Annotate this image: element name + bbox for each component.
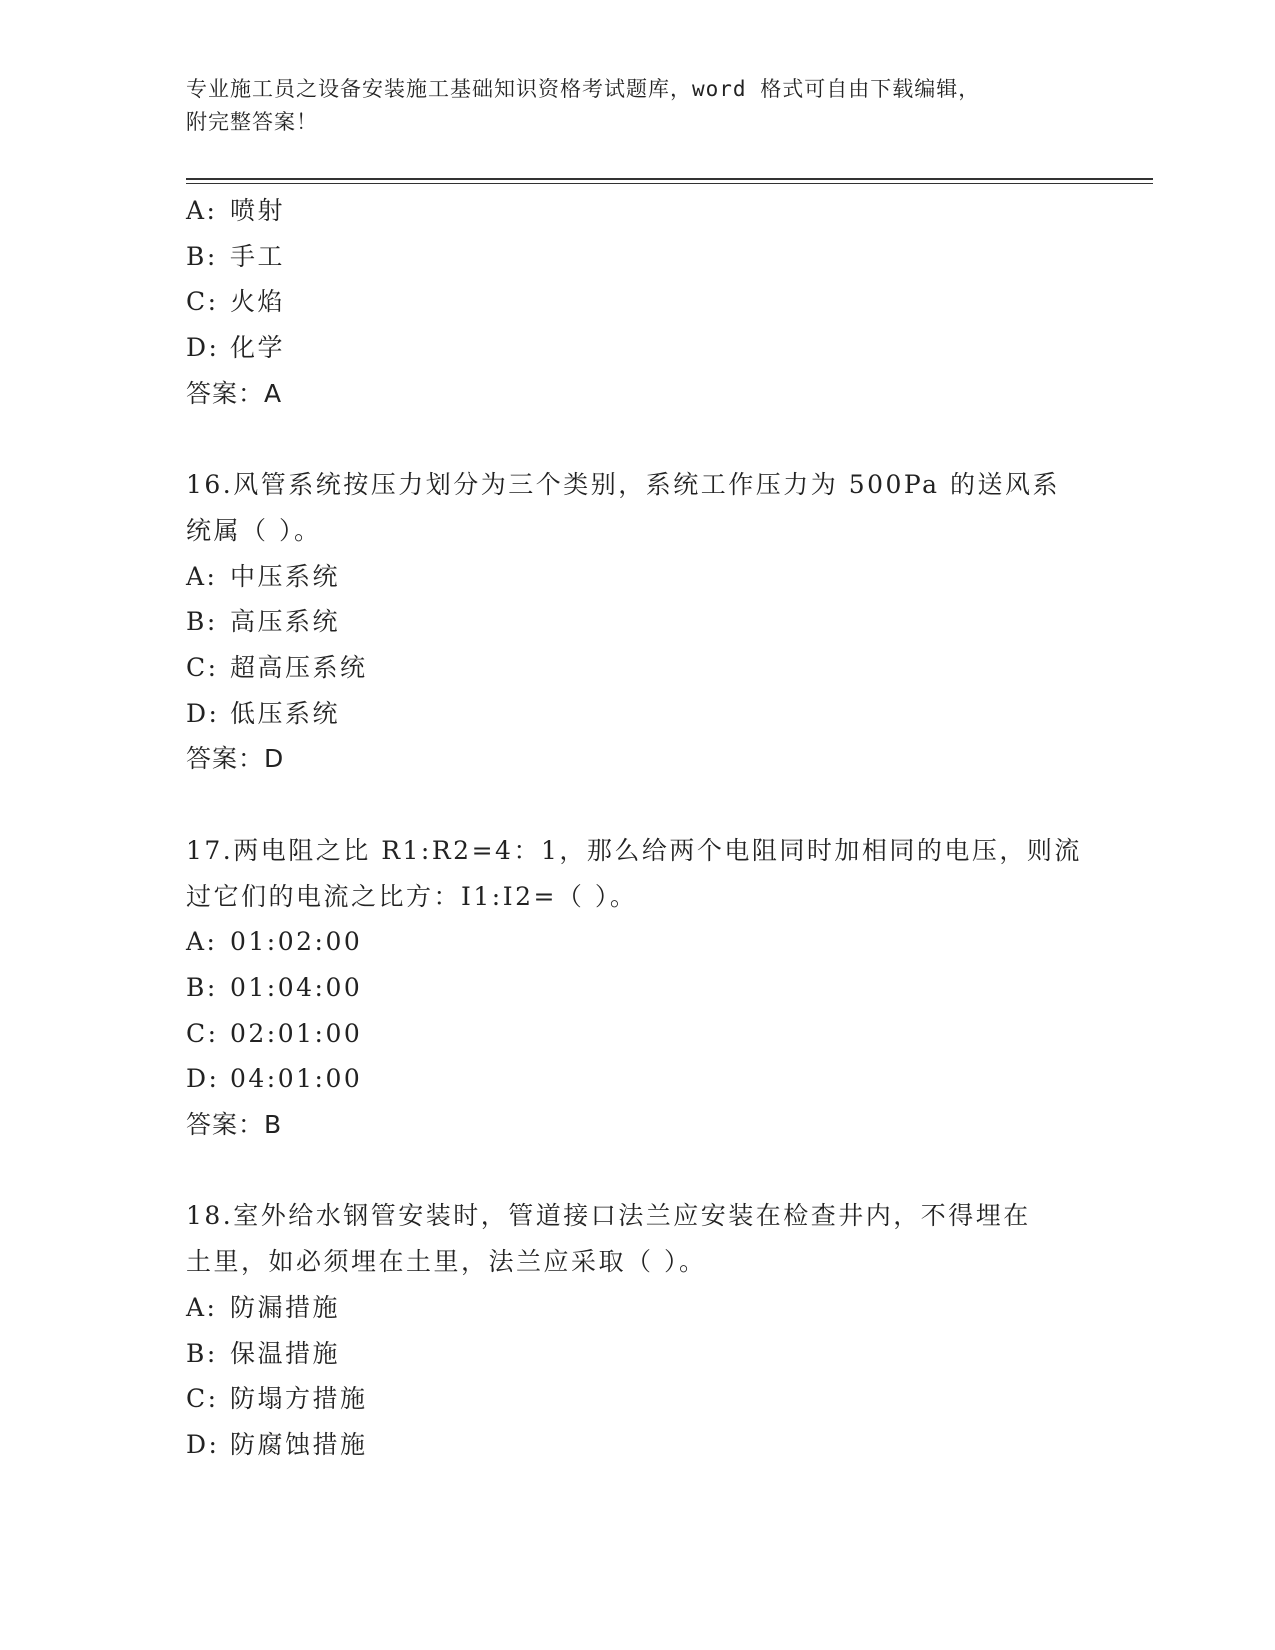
question-text-line: 17.两电阻之比 R1:R2=4：1，那么给两个电阻同时加相同的电压，则流	[186, 835, 1082, 865]
question-17	[186, 828, 1086, 1148]
option-text: 中压系统	[230, 561, 341, 591]
option-item	[186, 554, 1086, 600]
option-item	[186, 1056, 1086, 1102]
header-divider-thick	[186, 178, 1153, 180]
answer-line: 答案：A	[186, 378, 283, 408]
option-label: D:	[186, 333, 220, 363]
option-label: B:	[186, 1338, 218, 1368]
option-item	[186, 919, 1086, 965]
question-text-line: 16.风管系统按压力划分为三个类别，系统工作压力为 500Pa 的送风系	[186, 470, 1060, 500]
option-label: C:	[186, 1018, 219, 1048]
spacer	[186, 417, 1086, 463]
option-text: 火焰	[230, 287, 286, 317]
option-item	[186, 965, 1086, 1011]
option-text: 高压系统	[230, 607, 341, 637]
answer-line: 答案：B	[186, 1110, 283, 1140]
option-label: B:	[186, 607, 218, 637]
document-header	[186, 73, 1086, 139]
option-label: B:	[186, 241, 218, 271]
option-item	[186, 1331, 1086, 1377]
option-label: A:	[186, 927, 218, 957]
header-divider-thin	[186, 183, 1153, 184]
option-label: C:	[186, 653, 219, 683]
option-label: C:	[186, 1384, 219, 1414]
option-item	[186, 599, 1086, 645]
option-item	[186, 188, 1086, 234]
option-text: 防塌方措施	[230, 1384, 368, 1414]
option-item	[186, 691, 1086, 737]
option-label: A:	[186, 561, 218, 591]
option-text: 保温措施	[230, 1338, 341, 1368]
question-text-line: 土里，如必须埋在土里，法兰应采取（ ）。	[186, 1247, 707, 1277]
option-text: 防漏措施	[230, 1292, 341, 1322]
option-item	[186, 1376, 1086, 1422]
option-text: 02:01:00	[230, 1018, 363, 1048]
question-18	[186, 1193, 1086, 1467]
header-line-2: 附完整答案！	[186, 110, 318, 134]
option-item	[186, 645, 1086, 691]
option-label: A:	[186, 1292, 218, 1322]
option-item	[186, 1011, 1086, 1057]
option-text: 低压系统	[230, 698, 341, 728]
option-text: 01:02:00	[230, 927, 363, 957]
option-label: D:	[186, 1429, 220, 1459]
header-line-1: 专业施工员之设备安装施工基础知识资格考试题库，word 格式可自由下载编辑，	[186, 77, 981, 101]
question-list	[186, 188, 1086, 1468]
option-text: 超高压系统	[230, 653, 368, 683]
question-fragment	[186, 188, 1086, 417]
option-text: 手工	[230, 241, 286, 271]
question-text-line: 统属（ ）。	[186, 515, 322, 545]
option-text: 01:04:00	[230, 972, 363, 1002]
option-text: 04:01:00	[230, 1064, 363, 1094]
option-item	[186, 1422, 1086, 1468]
question-text-line: 过它们的电流之比方：I1:I2=（ ）。	[186, 881, 638, 911]
spacer	[186, 782, 1086, 828]
answer-line: 答案：D	[186, 744, 285, 774]
question-text-line: 18.室外给水钢管安装时，管道接口法兰应安装在检查井内，不得埋在	[186, 1201, 1031, 1231]
option-label: B:	[186, 972, 218, 1002]
option-text: 防腐蚀措施	[230, 1429, 368, 1459]
option-item	[186, 279, 1086, 325]
option-label: C:	[186, 287, 219, 317]
option-label: D:	[186, 1064, 220, 1094]
option-item	[186, 325, 1086, 371]
option-label: A:	[186, 196, 218, 225]
spacer	[186, 1148, 1086, 1194]
option-text: 喷射	[230, 196, 286, 225]
option-item	[186, 234, 1086, 280]
option-label: D:	[186, 698, 220, 728]
question-16	[186, 462, 1086, 782]
option-text: 化学	[230, 333, 286, 363]
option-item	[186, 1285, 1086, 1331]
